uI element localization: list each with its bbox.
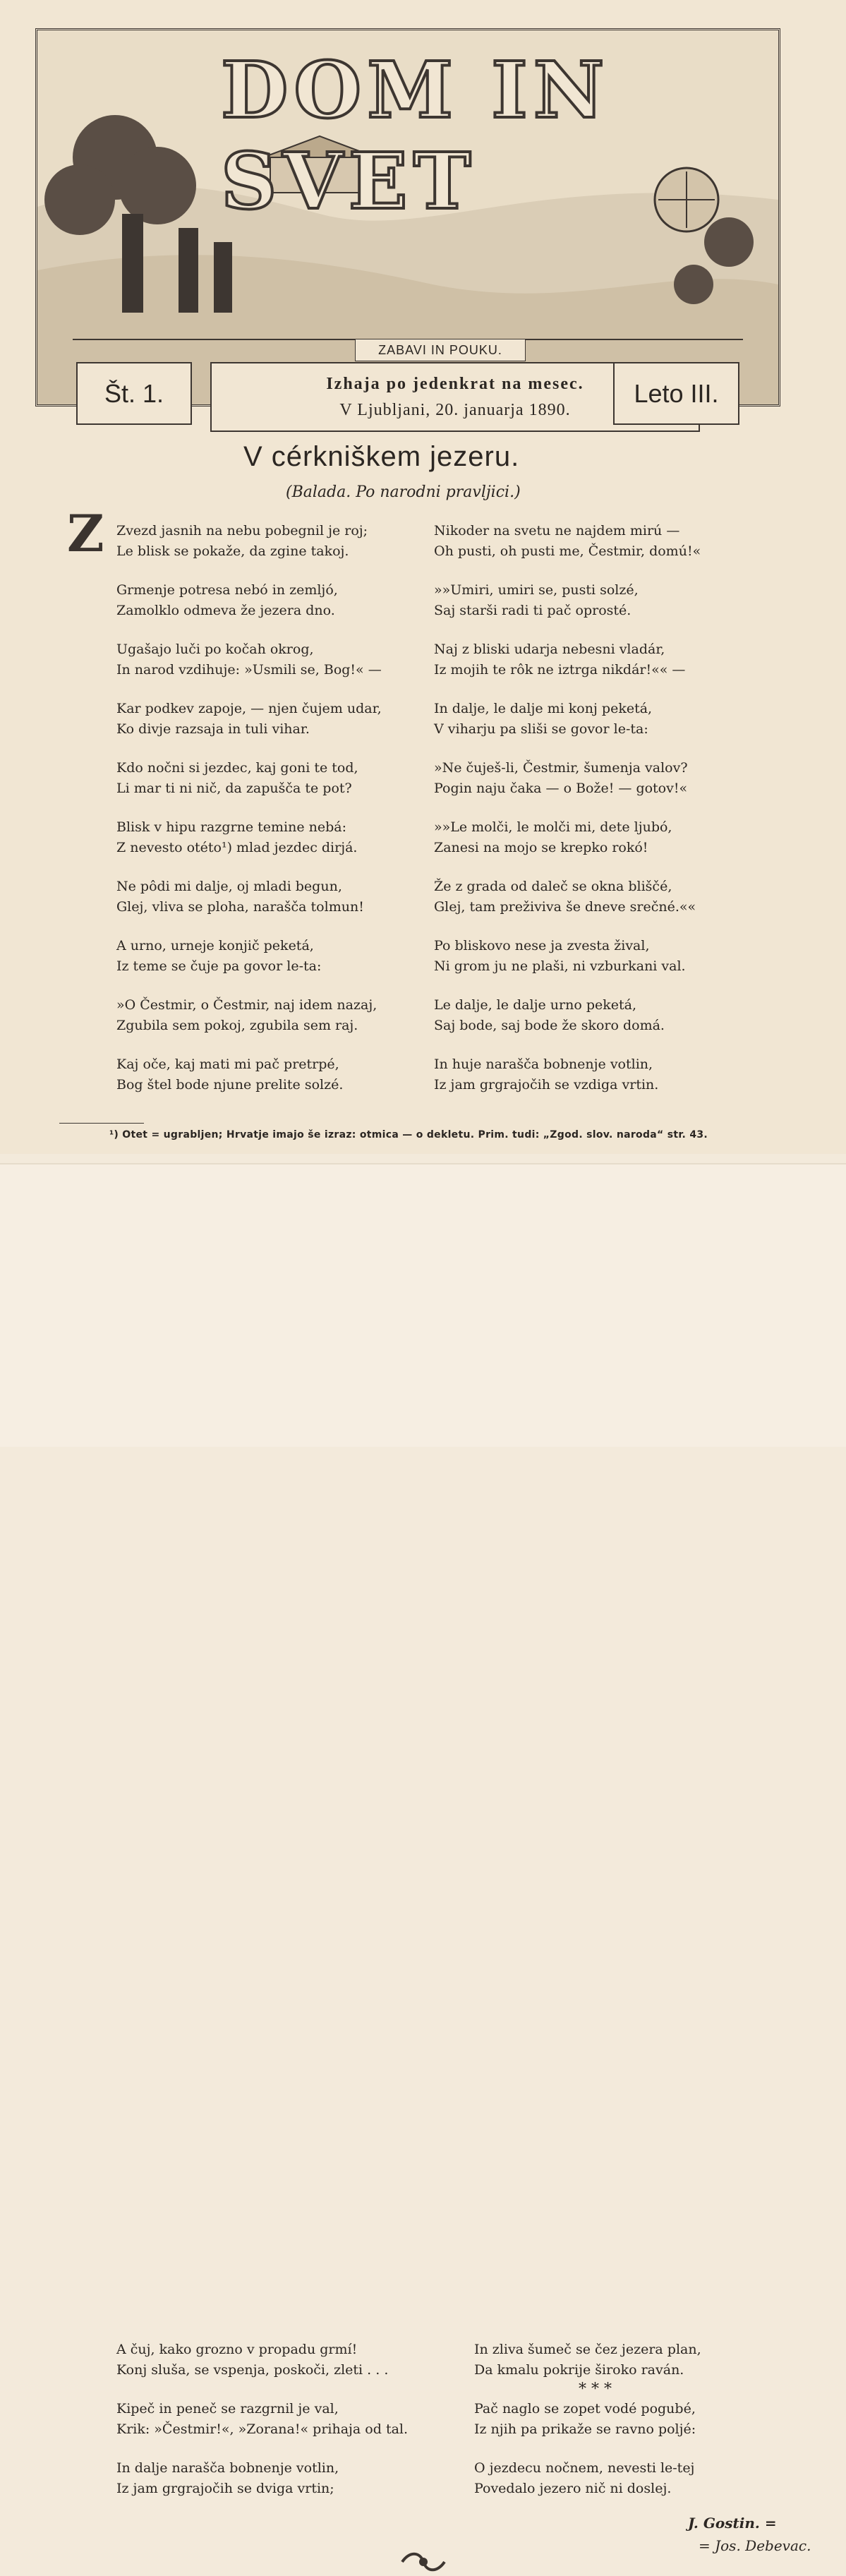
poem-line: Li mar ti ni nič, da zapušča te pot? <box>116 780 352 796</box>
poem-line: Blisk v hipu razgrne temine nebá: <box>116 819 346 835</box>
poem-line: Konj sluša, se vspenja, poskoči, zleti . . . <box>116 2361 389 2378</box>
stanza <box>116 995 427 1035</box>
stanza <box>116 2458 427 2498</box>
poem-line: In zliva šumeč se čez jezera plan, <box>474 2342 701 2357</box>
stanza <box>474 2399 785 2439</box>
poem-line: In huje narašča bobnenje votlin, <box>434 1057 653 1072</box>
issue-number <box>76 362 192 425</box>
poem-column-2 <box>434 521 744 1114</box>
stanza <box>434 699 744 739</box>
poem-line: V viharju pa sliši se govor le-ta: <box>434 721 648 737</box>
stanza <box>434 639 744 680</box>
stanza <box>116 817 427 857</box>
poem-line: Kaj oče, kaj mati mi pač pretrpé, <box>116 1057 339 1072</box>
poem-line: Ne pôdi mi dalje, oj mladi begun, <box>116 879 342 894</box>
year-label: Leto III. <box>634 378 719 408</box>
poem-line: Iz njih pa prikaže se ravno poljé: <box>474 2421 696 2437</box>
stanza <box>116 1054 427 1095</box>
stanza <box>116 758 427 798</box>
poem-line: Glej, tam preživiva še dneve srečné.«« <box>434 898 696 915</box>
stanza <box>434 877 744 917</box>
poem-line: Le dalje, le dalje urno peketá, <box>434 997 636 1013</box>
poem-line: Nikoder na svetu ne najdem mirú — <box>434 523 680 538</box>
poem-line: Po bliskovo nese ja zvesta žival, <box>434 938 650 953</box>
masthead <box>35 28 780 419</box>
page-2 <box>0 1163 846 2554</box>
poem-line: Zamolklo odmeva že jezera dno. <box>116 602 335 618</box>
poem-line: »»Le molči, le molči mi, dete ljubó, <box>434 819 672 835</box>
poem-column-3 <box>116 2340 427 2517</box>
ornament-icon <box>395 2548 452 2576</box>
stanza <box>116 699 427 739</box>
stanza <box>434 936 744 976</box>
poem-line: Zanesi na mojo se krepko rokó! <box>434 839 648 855</box>
poem-line: Glej, vliva se ploha, narašča tolmun! <box>116 898 364 915</box>
poem-line: In dalje, le dalje mi konj peketá, <box>434 701 653 716</box>
masthead-title: DOM IN SVET <box>221 44 610 227</box>
publication-frequency: Izhaja po jedenkrat na mesec. <box>326 374 584 393</box>
poem-line: Da kmalu pokrije široko raván. <box>474 2361 684 2378</box>
stanza <box>434 1054 744 1095</box>
poem-line: A čuj, kako grozno v propadu grmí! <box>116 2342 358 2357</box>
dropcap: Z <box>67 503 104 563</box>
stanza <box>474 2340 785 2380</box>
poem-line: Oh pusti, oh pusti me, Čestmir, domú!« <box>434 543 701 559</box>
poem-line: Ugašajo luči po kočah okrog, <box>116 642 314 657</box>
stanza <box>116 877 427 917</box>
issue-label: Št. 1. <box>104 378 164 408</box>
stanza <box>116 2399 427 2439</box>
poem-line: »O Čestmir, o Čestmir, naj idem nazaj, <box>116 997 377 1013</box>
signature-1: J. Gostin. = <box>688 2515 777 2532</box>
poem-line: Iz jam grgrajočih se dviga vrtin; <box>116 2480 334 2496</box>
poem-line: Kipeč in peneč se razgrnil je val, <box>116 2401 339 2416</box>
stanza <box>116 580 427 620</box>
poem-line: Saj bode, saj bode že skoro domá. <box>434 1017 665 1033</box>
poem-line: Naj z bliski udarja nebesni vladár, <box>434 642 665 657</box>
stanza <box>474 2458 785 2498</box>
poem-line: Ko divje razsaja in tuli vihar. <box>116 721 310 737</box>
poem-line: Saj starši radi ti pač oprosté. <box>434 602 632 618</box>
section-break: * * * <box>579 2381 612 2398</box>
poem-line: Že z grada od daleč se okna bliščé, <box>434 879 672 894</box>
footnote: ¹) Otet = ugrabljen; Hrvatje imajo še izraz: otmica — o dekletu. Prim. tudi: „Zgod. slov. naroda“ str. 43. <box>109 1129 708 1140</box>
poem-line: O jezdecu nočnem, nevesti le-tej <box>474 2460 695 2476</box>
poem-title: V cérkniškem jezeru. <box>243 441 520 472</box>
stanza <box>116 2340 427 2380</box>
poem-line: Grmenje potresa nebó in zemljó, <box>116 582 338 598</box>
stanza <box>434 580 744 620</box>
poem-line: Zvezd jasnih na nebu pobegnil je roj; <box>116 523 368 538</box>
poem-line: Ni grom ju ne plaši, ni vzburkani val. <box>434 958 686 974</box>
poem-column-4 <box>474 2340 785 2517</box>
poem-line: In narod vzdihuje: »Usmili se, Bog!« — <box>116 661 382 678</box>
poem-line: Pač naglo se zopet vodé pogubé, <box>474 2401 696 2416</box>
poem-line: Bog štel bode njune prelite solzé. <box>116 1076 344 1093</box>
poem-line: Krik: »Čestmir!«, »Zorana!« prihaja od tal. <box>116 2421 409 2437</box>
issue-year <box>613 362 739 425</box>
poem-line: Le blisk se pokaže, da zgine takoj. <box>116 543 349 559</box>
poem-line: Zgubila sem pokoj, zgubila sem raj. <box>116 1017 358 1033</box>
stanza <box>434 995 744 1035</box>
poem-line: In dalje narašča bobnenje votlin, <box>116 2460 339 2476</box>
poem-line: A urno, urneje konjič peketá, <box>116 938 314 953</box>
stanza <box>434 758 744 798</box>
stanza <box>434 521 744 561</box>
poem-subtitle: (Balada. Po narodni pravljici.) <box>286 483 521 501</box>
stanza <box>116 639 427 680</box>
poem-column-1 <box>116 521 427 1114</box>
footnote-rule <box>59 1123 144 1124</box>
poem-line: Iz mojih te rôk ne iztrga nikdár!«« — <box>434 661 686 678</box>
poem-line: Kar podkev zapoje, — njen čujem udar, <box>116 701 382 716</box>
poem-line: Iz jam grgrajočih se vzdiga vrtin. <box>434 1076 659 1093</box>
signature-2: = Jos. Debevac. <box>699 2537 811 2554</box>
poem-line: »»Umiri, umiri se, pusti solzé, <box>434 582 639 598</box>
stanza <box>116 521 427 561</box>
poem-line: Iz teme se čuje pa govor le-ta: <box>116 958 322 974</box>
page-1 <box>0 0 846 1154</box>
masthead-subtitle: ZABAVI IN POUKU. <box>355 339 526 361</box>
stanza <box>116 936 427 976</box>
stanza <box>434 817 744 857</box>
poem-line: Kdo nočni si jezdec, kaj goni te tod, <box>116 760 358 776</box>
poem-line: Povedalo jezero nič ni doslej. <box>474 2480 672 2496</box>
poem-line: »Ne čuješ-li, Čestmir, šumenja valov? <box>434 760 688 776</box>
poem-line: Pogin naju čaka — o Bože! — gotov!« <box>434 780 688 796</box>
poem-line: Z nevesto otéto¹) mlad jezdec dirjá. <box>116 839 358 855</box>
publication-date: V Ljubljani, 20. januarja 1890. <box>339 400 571 419</box>
